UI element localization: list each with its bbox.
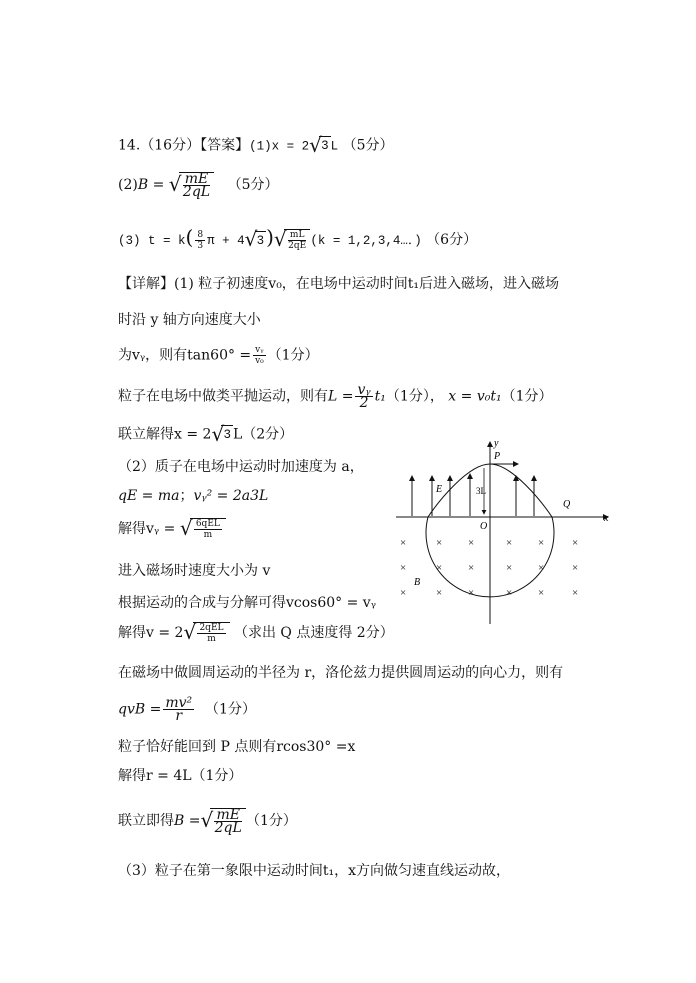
- answer-header: 14.（16分）【答案】: [118, 137, 250, 154]
- detail-line-9: 进入磁场时速度大小为 v: [118, 563, 271, 579]
- label-B: B: [414, 577, 421, 588]
- svg-text:×: ×: [436, 562, 443, 574]
- svg-text:×: ×: [468, 537, 475, 549]
- label-P: P: [494, 451, 501, 462]
- label-3L: 3L: [476, 486, 486, 496]
- detail-line-16: 联立即得B = √ $\frac{mE}{2qL}$ （1分）: [118, 808, 297, 844]
- answer-line-1: [118, 136, 394, 156]
- part2-score: （5分）: [227, 177, 279, 193]
- answer-line-3: (3) t = k( $\frac{8}{3}$ π + 4√ 3 ) √ $\frac{mL}{2qE}$ (k = 1,2,3,4…．) （6分）: [118, 228, 477, 258]
- svg-text:×: ×: [538, 587, 545, 599]
- detail-line-1: 【详解】(1) 粒子初速度v₀，在电场中运动时间t₁后进入磁场，进入磁场: [118, 276, 560, 292]
- svg-text:×: ×: [572, 562, 579, 574]
- detail-line-5: 联立解得x = 2√ 3 L（2分）: [118, 425, 293, 444]
- svg-text:×: ×: [506, 537, 513, 549]
- part3-mid: π + 4: [207, 234, 245, 248]
- svg-text:×: ×: [572, 537, 579, 549]
- part2-B: B =: [137, 177, 165, 193]
- label-Q: Q: [563, 499, 571, 510]
- svg-text:×: ×: [506, 562, 513, 574]
- svg-text:×: ×: [506, 587, 513, 599]
- part1-sqrt: √ 3: [309, 136, 331, 155]
- label-x: x: [604, 513, 609, 524]
- e-field-arrows: [412, 474, 534, 516]
- svg-text:×: ×: [468, 562, 475, 574]
- detail-line-14: 粒子恰好能回到 P 点则有rcos30° =x: [118, 739, 356, 755]
- part1-suffix: L: [330, 139, 339, 154]
- svg-text:×: ×: [538, 562, 545, 574]
- svg-text:×: ×: [400, 562, 407, 574]
- detail-line-8: 解得vᵧ = √ $\frac{\text{6qEL}}{m}$: [118, 518, 226, 546]
- detail-line-17: （3）粒子在第一象限中运动时间t₁，x方向做匀速直线运动故，: [118, 863, 511, 879]
- svg-text:×: ×: [538, 537, 545, 549]
- label-O: O: [480, 521, 488, 532]
- detail-line-4: 粒子在电场中做类平抛运动，则有L = $\frac{\text{vᵧ}}{2}$ t₁（1分）， x = v₀t₁（1分）: [118, 382, 553, 411]
- detail-line-13: qvB = $\frac{\text{mv²}}{r}$ （1分）: [118, 695, 256, 724]
- detail-line-7: qE = ma；vᵧ² = 2a3L: [118, 488, 269, 504]
- part3-score: （6分）: [426, 232, 478, 248]
- svg-text:×: ×: [400, 587, 407, 599]
- magnetic-field-crosses: [400, 537, 578, 599]
- detail-line-2: 时沿 y 轴方向速度大小: [118, 312, 261, 328]
- label-E: E: [436, 484, 443, 495]
- part2-sqrt: √ $\frac{mE}{2qL}$: [169, 172, 215, 198]
- detail-line-12: 在磁场中做圆周运动的半径为 r，洛伦兹力提供圆周运动的向心力，则有: [118, 665, 564, 681]
- svg-text:×: ×: [436, 587, 443, 599]
- part3-prefix: (3) t = k: [118, 234, 186, 248]
- detail-line-6: （2）质子在电场中运动时加速度为 a，: [118, 459, 364, 475]
- detail-line-11: 解得v = 2 √ $\frac{\text{2qEL}}{m}$ （求出 Q 点速度得 2分）: [118, 622, 394, 650]
- answer-line-2: [118, 172, 279, 212]
- detail-line-10: 根据运动的合成与分解可得vcos60° = vᵧ: [118, 595, 376, 611]
- label-y: y: [494, 438, 499, 449]
- svg-text:×: ×: [572, 587, 579, 599]
- part2-prefix: (2): [118, 177, 138, 193]
- physics-diagram: [392, 436, 618, 626]
- detail-line-3: 为vᵧ，则有tan60° = $\frac{\text{vᵧ}}{\text{v₀}}$ （1分）: [118, 345, 319, 366]
- part3-sqrt: √ $\frac{mL}{2qE}$: [274, 229, 311, 251]
- part1-score: （5分）: [342, 137, 394, 154]
- svg-text:×: ×: [400, 537, 407, 549]
- part1-prefix: (1)x = 2: [249, 139, 310, 154]
- part3-k: (k = 1,2,3,4…．): [310, 234, 422, 248]
- svg-text:×: ×: [468, 587, 475, 599]
- svg-text:×: ×: [436, 537, 443, 549]
- detail-line-15: 解得r = 4L（1分）: [118, 768, 243, 784]
